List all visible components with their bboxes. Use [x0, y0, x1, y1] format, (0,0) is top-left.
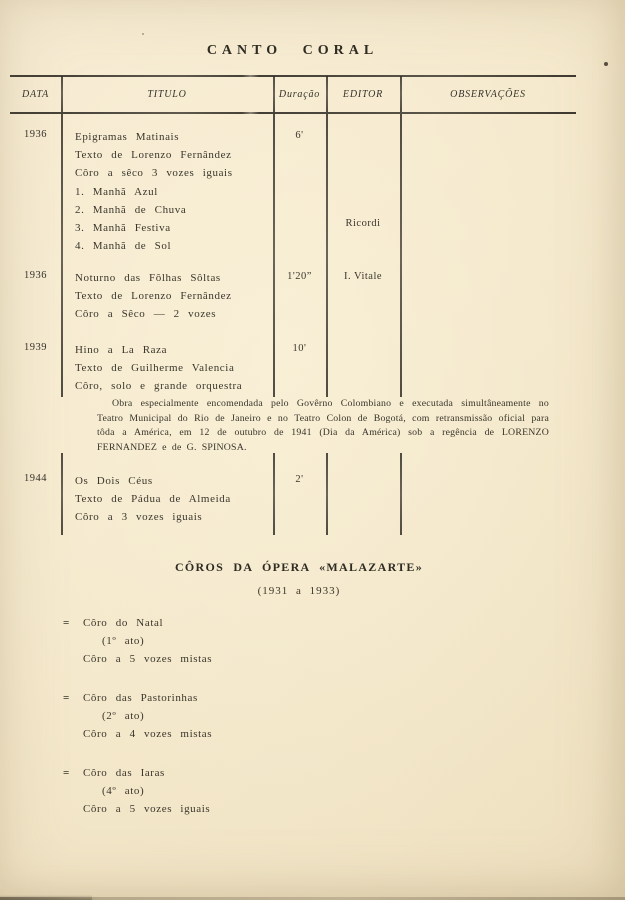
- column-divider: [61, 76, 63, 112]
- column-divider: [400, 453, 402, 535]
- entry-line: Hino a La Raza: [75, 344, 168, 356]
- entry-line: 4. Manhã de Sol: [75, 240, 172, 253]
- entry-line: Texto de Pádua de Almeida: [75, 493, 231, 506]
- entry-title-lines: [75, 269, 270, 324]
- entry-line: 1. Manhã Azul: [75, 185, 158, 198]
- entry-line: Côro a sêco 3 vozes iguais: [75, 167, 233, 180]
- entry-line: Texto de Lorenzo Fernândez: [75, 290, 232, 303]
- column-divider: [61, 114, 63, 397]
- chorus-name: Côro do Natal: [83, 617, 164, 629]
- opera-item-lines: [83, 764, 210, 819]
- chorus-act: (2º ato): [102, 710, 145, 723]
- column-divider: [273, 114, 275, 397]
- chorus-name: Côro das Pastorinhas: [83, 692, 198, 704]
- entry-line: Côro a Sêco — 2 vozes: [75, 308, 217, 321]
- equals-bullet: =: [63, 692, 70, 704]
- column-divider: [326, 114, 328, 397]
- entry-line: Epigramas Matinais: [75, 131, 180, 143]
- commission-note: Obra especialmente encomendada pelo Govêrno Colombiano e executada simultâneamente no Teatro Municipal do Rio de Janeiro e no Teatro Colon de Bogotá, com retransmissão oficial para tôda a América, em 12 de outubro de 1941 (Dia da América) sob a regência de LORENZO FERNANDEZ e de G. SPINOSA.: [97, 398, 549, 454]
- column-divider: [273, 76, 275, 112]
- scan-bottom-edge-shadow: [0, 895, 92, 900]
- equals-bullet: =: [63, 767, 70, 779]
- entry-line: Texto de Lorenzo Fernândez: [75, 149, 232, 162]
- entry-title-lines: [75, 128, 270, 255]
- ink-speck: [604, 62, 608, 66]
- table-top-rule: [10, 75, 576, 77]
- column-header-editor: EDITOR: [342, 89, 384, 100]
- chorus-voices: Côro a 5 vozes iguais: [83, 803, 211, 816]
- section-subtitle: (1931 a 1933): [257, 585, 341, 597]
- entry-line: Os Dois Céus: [75, 475, 153, 487]
- entry-line: Côro, solo e grande orquestra: [75, 380, 243, 393]
- chorus-name: Côro das Iaras: [83, 767, 165, 779]
- chorus-voices: Côro a 4 vozes mistas: [83, 728, 213, 741]
- entry-duration: 10': [292, 343, 307, 354]
- entry-line: Noturno das Fôlhas Sôltas: [75, 272, 221, 284]
- chorus-act: (1º ato): [102, 635, 145, 648]
- column-divider: [400, 114, 402, 397]
- column-header-titulo: TITULO: [147, 89, 187, 100]
- column-header-duracao: Duração: [278, 89, 321, 100]
- entry-line: Côro a 3 vozes iguais: [75, 511, 203, 524]
- column-header-observacoes: OBSERVAÇÕES: [450, 89, 526, 100]
- ink-speck: [142, 33, 144, 35]
- chorus-voices: Côro a 5 vozes mistas: [83, 653, 213, 666]
- entry-duration: 6': [295, 130, 304, 141]
- column-divider: [326, 76, 328, 112]
- chorus-act: (4º ato): [102, 785, 145, 798]
- entry-year: 1936: [24, 270, 47, 281]
- section-title: CÔROS DA ÓPERA «MALAZARTE»: [174, 560, 424, 574]
- entry-year: 1936: [24, 129, 47, 140]
- column-divider: [61, 453, 63, 535]
- page-title: CANTO CORAL: [206, 43, 379, 58]
- equals-bullet: =: [63, 617, 70, 629]
- entry-title-lines: [75, 472, 270, 527]
- entry-duration: 1'20”: [287, 271, 312, 282]
- column-divider: [273, 453, 275, 535]
- entry-editor: I. Vitale: [343, 271, 383, 282]
- entry-year: 1944: [24, 473, 47, 484]
- entry-year: 1939: [24, 342, 47, 353]
- entry-duration: 2': [295, 474, 304, 485]
- opera-item-lines: [83, 614, 212, 669]
- entry-editor: Ricordi: [345, 218, 381, 229]
- entry-line: 2. Manhã de Chuva: [75, 203, 187, 216]
- column-divider: [400, 76, 402, 112]
- table-header-rule: [10, 112, 576, 114]
- entry-line: 3. Manhã Festiva: [75, 222, 171, 235]
- opera-item-lines: [83, 689, 212, 744]
- entry-line: Texto de Guilherme Valencia: [75, 362, 235, 375]
- entry-title-lines: [75, 341, 270, 396]
- column-header-data: DATA: [21, 89, 50, 100]
- column-divider: [326, 453, 328, 535]
